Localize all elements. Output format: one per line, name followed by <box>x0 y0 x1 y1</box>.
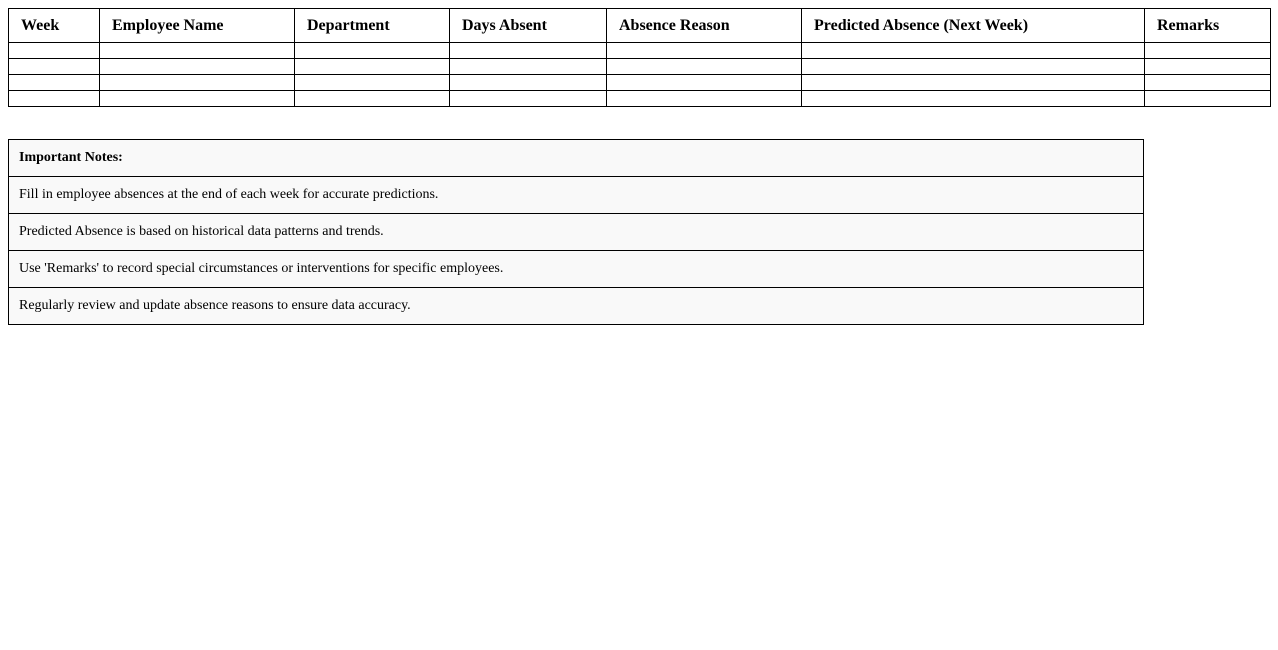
absence-table <box>8 8 1271 107</box>
table-cell[interactable] <box>1145 43 1271 59</box>
column-header-employee-name: Employee Name <box>100 9 295 43</box>
table-cell[interactable] <box>100 43 295 59</box>
table-cell[interactable] <box>607 59 802 75</box>
table-cell[interactable] <box>9 75 100 91</box>
column-header-predicted-absence: Predicted Absence (Next Week) <box>802 9 1145 43</box>
note-row <box>9 214 1144 251</box>
table-cell[interactable] <box>450 43 607 59</box>
table-cell[interactable] <box>295 43 450 59</box>
column-header-department: Department <box>295 9 450 43</box>
table-cell[interactable] <box>802 59 1145 75</box>
table-cell[interactable] <box>295 91 450 107</box>
note-item: Regularly review and update absence reasons to ensure data accuracy. <box>9 288 1144 325</box>
table-cell[interactable] <box>295 75 450 91</box>
notes-heading: Important Notes: <box>9 140 1144 177</box>
table-cell[interactable] <box>9 59 100 75</box>
note-item: Fill in employee absences at the end of each week for accurate predictions. <box>9 177 1144 214</box>
table-cell[interactable] <box>802 43 1145 59</box>
table-row <box>9 91 1271 107</box>
table-cell[interactable] <box>1145 59 1271 75</box>
page-content <box>8 8 1271 325</box>
header-row <box>9 9 1271 43</box>
note-row <box>9 177 1144 214</box>
note-row <box>9 251 1144 288</box>
table-cell[interactable] <box>100 91 295 107</box>
table-cell[interactable] <box>607 75 802 91</box>
table-cell[interactable] <box>802 75 1145 91</box>
column-header-remarks: Remarks <box>1145 9 1271 43</box>
table-cell[interactable] <box>1145 75 1271 91</box>
table-cell[interactable] <box>450 75 607 91</box>
notes-heading-row <box>9 140 1144 177</box>
table-cell[interactable] <box>450 59 607 75</box>
column-header-days-absent: Days Absent <box>450 9 607 43</box>
note-item: Predicted Absence is based on historical data patterns and trends. <box>9 214 1144 251</box>
important-notes-table <box>8 139 1144 325</box>
table-cell[interactable] <box>100 75 295 91</box>
column-header-absence-reason: Absence Reason <box>607 9 802 43</box>
table-cell[interactable] <box>607 43 802 59</box>
table-cell[interactable] <box>9 91 100 107</box>
table-row <box>9 75 1271 91</box>
column-header-week: Week <box>9 9 100 43</box>
note-row <box>9 288 1144 325</box>
table-cell[interactable] <box>450 91 607 107</box>
table-cell[interactable] <box>295 59 450 75</box>
table-cell[interactable] <box>802 91 1145 107</box>
table-row <box>9 43 1271 59</box>
table-cell[interactable] <box>100 59 295 75</box>
table-cell[interactable] <box>9 43 100 59</box>
table-row <box>9 59 1271 75</box>
note-item: Use 'Remarks' to record special circumstances or interventions for specific employees. <box>9 251 1144 288</box>
table-cell[interactable] <box>1145 91 1271 107</box>
table-cell[interactable] <box>607 91 802 107</box>
